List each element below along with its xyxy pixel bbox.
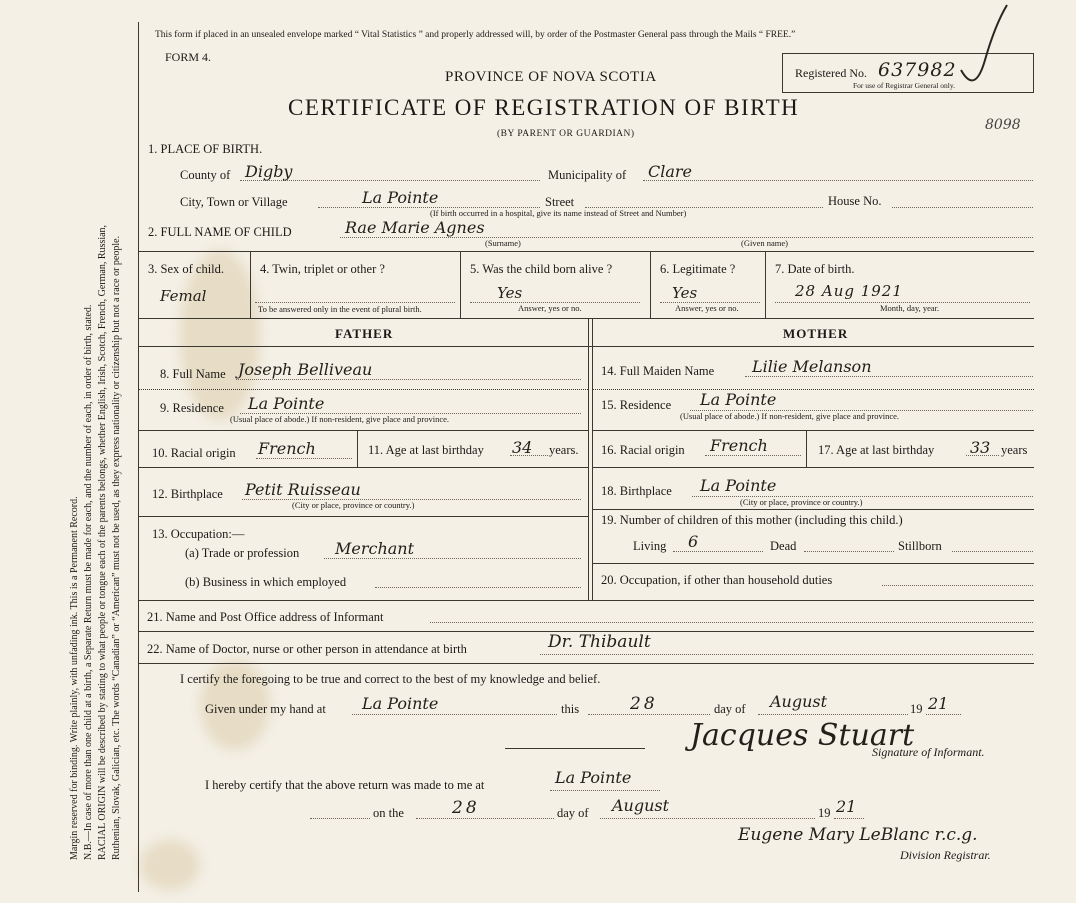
year-prefix: 19 (910, 702, 923, 716)
house-number-label: House No. (828, 194, 882, 208)
born-alive-value: Yes (497, 284, 523, 302)
child-name-value: Rae Marie Agnes (345, 218, 485, 237)
margin-note-3: RACIAL ORIGIN will be described by stating to what people or tongue each of the parents belongs, whether English, Irish, Scotch, French, German, Russian, (97, 224, 108, 860)
mother-children-label: 19. Number of children of this mother (including this child.) (601, 513, 903, 527)
mother-residence-label: 15. Residence (601, 398, 672, 412)
mother-heading: MOTHER (783, 326, 849, 341)
father-birthplace-label: 12. Birthplace (152, 487, 223, 501)
reg-year-prefix: 19 (818, 806, 831, 820)
child-name-label: 2. FULL NAME OF CHILD (148, 225, 292, 239)
municipality-label: Municipality of (548, 168, 627, 182)
margin-note-2: N.B.—In case of more than one child at a birth, a Separate Return must be made for each, and the number of each, in order of birth, stated. (83, 304, 94, 860)
sex-label: 3. Sex of child. (148, 262, 225, 276)
given-name-note: (Given name) (741, 238, 788, 248)
twin-label: 4. Twin, triplet or other ? (260, 262, 385, 276)
mother-residence-value: La Pointe (700, 390, 777, 409)
legitimate-value: Yes (672, 284, 698, 302)
born-alive-label: 5. Was the child born alive ? (470, 262, 613, 276)
corner-mark: 8098 (985, 117, 1021, 133)
municipality-value: Clare (648, 162, 693, 181)
margin-note-4: Ruthenian, Slovak, Galician, etc. The words “Canadian” or “American” must not be used, as they express nationality or citizenship but not a race or people. (111, 235, 122, 860)
informant-label: 21. Name and Post Office address of Informant (147, 610, 384, 624)
father-occupation-label: 13. Occupation:— (152, 527, 245, 541)
year-value: 21 (928, 694, 949, 713)
legitimate-label: 6. Legitimate ? (660, 262, 736, 276)
sex-value: Femal (160, 287, 207, 305)
father-racial-label: 10. Racial origin (152, 446, 236, 460)
on-the-label: on the (373, 806, 404, 820)
doctor-value: Dr. Thibault (548, 632, 651, 652)
page-title: CERTIFICATE OF REGISTRATION OF BIRTH (288, 95, 800, 120)
city-value: La Pointe (362, 188, 439, 207)
stillborn-label: Stillborn (898, 539, 942, 553)
mother-name-value: Lilie Melanson (752, 357, 872, 376)
father-name-label: 8. Full Name (160, 367, 226, 381)
hospital-note: (If birth occurred in a hospital, give its name instead of Street and Number) (430, 208, 687, 218)
father-heading: FATHER (335, 326, 394, 341)
street-label: Street (545, 195, 575, 209)
mother-birthplace-label: 18. Birthplace (601, 484, 672, 498)
month-value: August (770, 692, 828, 711)
certify-statement: I certify the foregoing to be true and correct to the best of my knowledge and belief. (180, 672, 601, 686)
twin-note: To be answered only in the event of plural birth. (258, 304, 422, 314)
doctor-label: 22. Name of Doctor, nurse or other person in attendance at birth (147, 642, 467, 656)
legitimate-note: Answer, yes or no. (675, 303, 739, 313)
place-of-birth-heading: 1. PLACE OF BIRTH. (148, 142, 263, 156)
mother-age-value: 33 (970, 438, 991, 457)
registered-number: 637982 (878, 59, 957, 81)
reg-day-of-label: day of (557, 806, 589, 820)
born-alive-note: Answer, yes or no. (518, 303, 582, 313)
check-mark-icon (955, 0, 1015, 100)
given-under-label: Given under my hand at (205, 702, 326, 716)
registrar-statement: I hereby certify that the above return was made to me at (205, 778, 485, 792)
reg-day-value: 28 (452, 798, 480, 818)
day-of-label: day of (714, 702, 746, 716)
living-label: Living (633, 539, 667, 553)
day-value: 28 (630, 694, 658, 714)
registrar-place-value: La Pointe (555, 768, 632, 787)
mother-name-label: 14. Full Maiden Name (601, 364, 715, 378)
mother-racial-label: 16. Racial origin (601, 443, 685, 457)
father-name-value: Joseph Belliveau (238, 360, 373, 379)
birth-date-note: Month, day, year. (880, 303, 940, 313)
county-value: Digby (245, 162, 293, 181)
father-residence-value: La Pointe (248, 394, 325, 413)
mother-years-label: years (1001, 443, 1028, 457)
registrar-signature: Eugene Mary LeBlanc r.c.g. (738, 825, 978, 845)
living-value: 6 (688, 532, 699, 551)
father-birthplace-value: Petit Ruisseau (245, 480, 361, 499)
form-number: FORM 4. (165, 50, 212, 64)
mother-age-label: 17. Age at last birthday (818, 443, 935, 457)
father-age-label: 11. Age at last birthday (368, 443, 484, 457)
father-trade-value: Merchant (335, 539, 415, 558)
father-years-label: years. (549, 443, 579, 457)
registrar-signature-label: Division Registrar. (900, 848, 991, 862)
mother-residence-note: (Usual place of abode.) If non-resident, give place and province. (680, 411, 900, 421)
birth-date-label: 7. Date of birth. (775, 262, 855, 276)
father-racial-value: French (258, 439, 316, 458)
father-birthplace-note: (City or place, province or country.) (292, 500, 415, 510)
margin-rule (138, 22, 139, 892)
informant-signature-label: Signature of Informant. (872, 745, 985, 759)
registered-label: Registered No. (795, 66, 867, 80)
margin-note-1: Margin reserved for binding. Write plainly, with unfading ink. This is a Permanent Record. (69, 496, 80, 860)
father-business-label: (b) Business in which employed (185, 575, 347, 589)
registrar-use-note: For use of Registrar General only. (853, 81, 955, 90)
province-heading: PROVINCE OF NOVA SCOTIA (445, 69, 657, 85)
father-trade-label: (a) Trade or profession (185, 546, 300, 560)
informant-signature: Jacques Stuart (690, 718, 915, 753)
mother-birthplace-value: La Pointe (700, 476, 777, 495)
county-label: County of (180, 168, 231, 182)
reg-month-value: August (612, 796, 670, 815)
mother-occupation-label: 20. Occupation, if other than household duties (601, 573, 833, 587)
this-label: this (561, 702, 580, 716)
mother-birthplace-note: (City or place, province or country.) (740, 497, 863, 507)
mother-racial-value: French (710, 436, 768, 455)
given-place-value: La Pointe (362, 694, 439, 713)
father-residence-note: (Usual place of abode.) If non-resident, give place and province. (230, 414, 450, 424)
father-age-value: 34 (512, 438, 533, 457)
city-label: City, Town or Village (180, 195, 288, 209)
surname-note: (Surname) (485, 238, 521, 248)
father-residence-label: 9. Residence (160, 401, 224, 415)
mail-notice: This form if placed in an unsealed envelope marked “ Vital Statistics ” and properly addressed will, by order of the Postmaster General pass through the Mails “ FREE.” (155, 30, 796, 40)
birth-date-value: 28 Aug 1921 (795, 282, 903, 300)
page-subtitle: (BY PARENT OR GUARDIAN) (497, 129, 635, 139)
dead-label: Dead (770, 539, 797, 553)
reg-year-value: 21 (836, 797, 857, 816)
